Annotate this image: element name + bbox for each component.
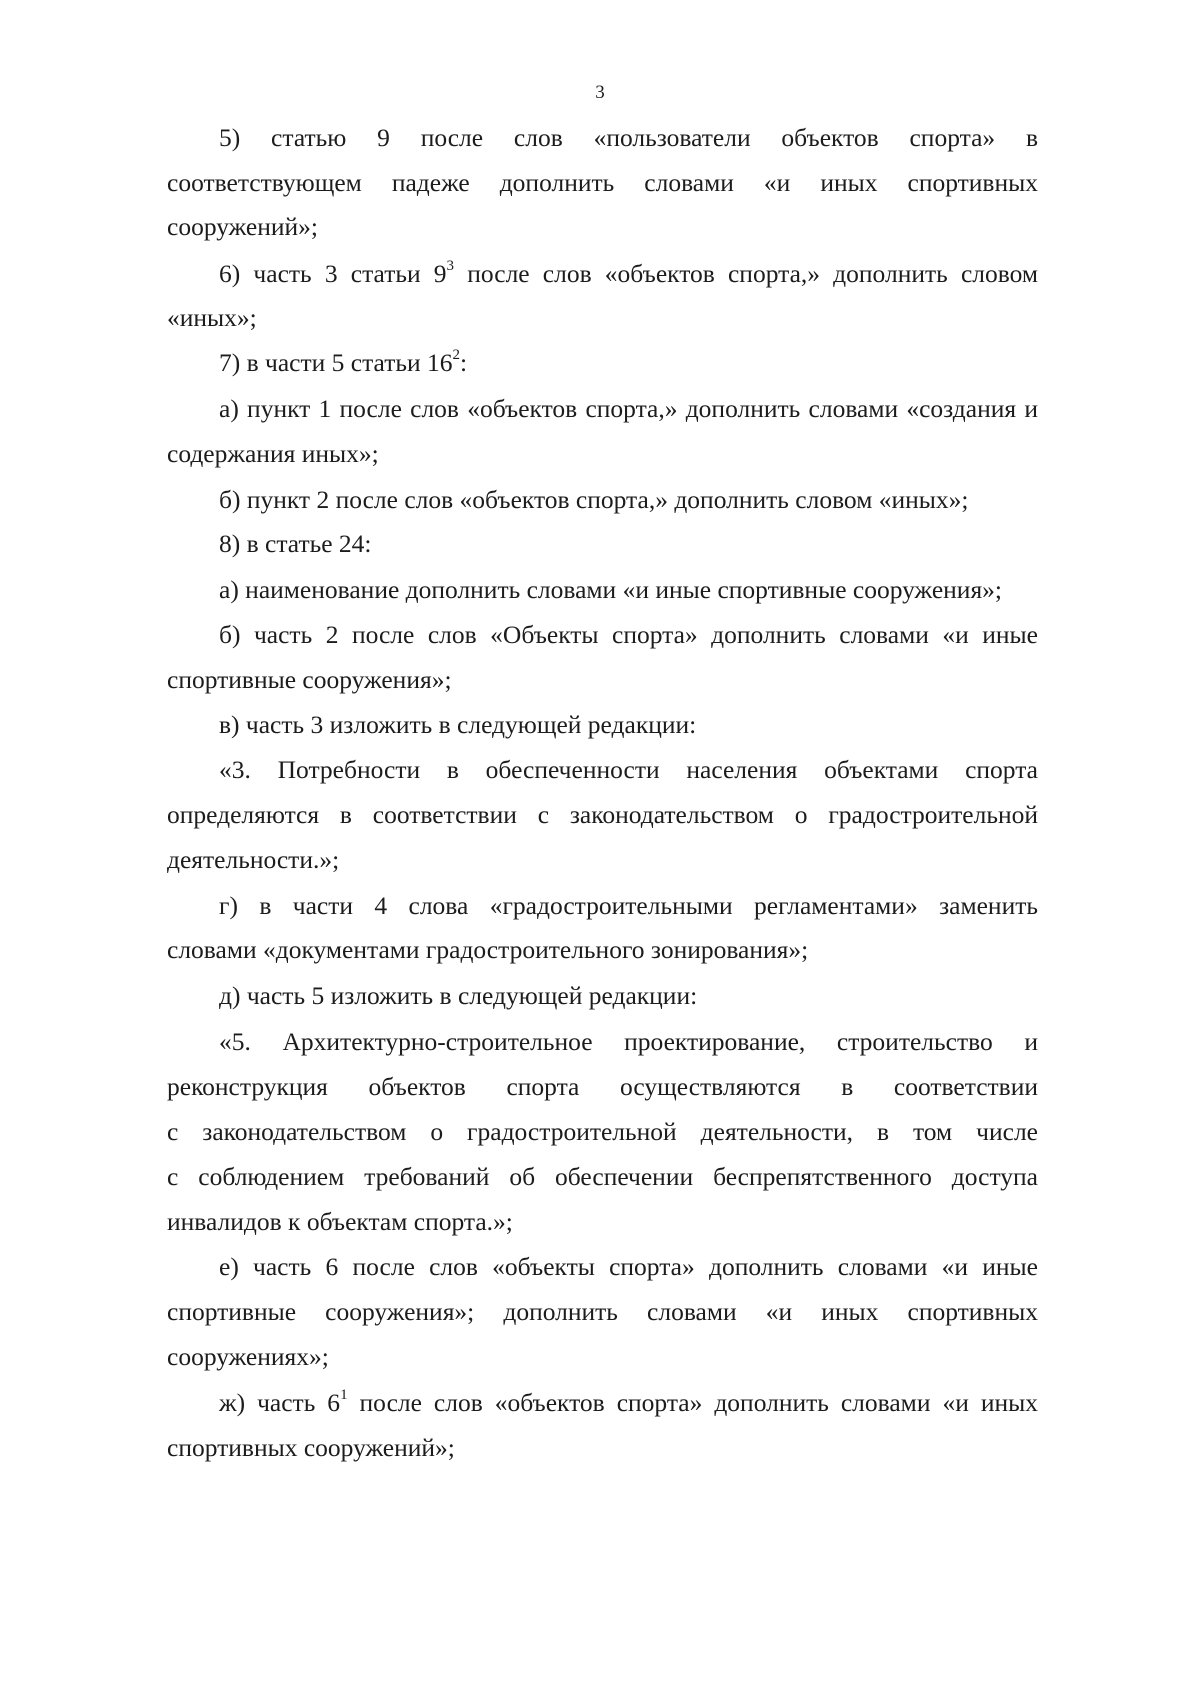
line-subitem-v: в) часть 3 изложить в следующей редакции: bbox=[219, 710, 697, 739]
text-line: деятельности.»; bbox=[167, 845, 340, 874]
quoted-part-3: «3. Потребности в обеспеченности населения объектами спорта bbox=[219, 755, 1038, 784]
text-fragment: : bbox=[460, 348, 468, 377]
text-fragment: 6) часть 3 статьи 9 bbox=[219, 259, 447, 288]
line-item-8: 8) в статье 24: bbox=[219, 529, 372, 558]
text-fragment: после слов «объектов спорта,» дополнить словом bbox=[454, 259, 1038, 288]
text-line: с соблюдением требований об обеспечении беспрепятственного доступа bbox=[167, 1162, 1038, 1191]
text-line: содержания иных»; bbox=[167, 439, 379, 468]
text-line: спортивные сооружения»; bbox=[167, 665, 452, 694]
text-line: словами «документами градостроительного зонирования»; bbox=[167, 935, 809, 964]
text-line: сооружений»; bbox=[167, 212, 319, 241]
text-line: реконструкция объектов спорта осуществляются в соответствии bbox=[167, 1072, 1038, 1101]
line-item-7 bbox=[219, 347, 467, 379]
quoted-part-5: «5. Архитектурно-строительное проектирование, строительство и bbox=[219, 1027, 1038, 1056]
line-subitem-d: д) часть 5 изложить в следующей редакции: bbox=[219, 981, 698, 1010]
line-subitem-e: е) часть 6 после слов «объекты спорта» дополнить словами «и иные bbox=[219, 1252, 1038, 1281]
line-subitem-a: а) пункт 1 после слов «объектов спорта,» дополнить словами «создания и bbox=[219, 394, 1038, 423]
text-fragment: после слов «объектов спорта» дополнить словами «и иных bbox=[347, 1388, 1038, 1417]
text-line: определяются в соответствии с законодательством о градостроительной bbox=[167, 800, 1038, 829]
line-item-5: 5) статью 9 после слов «пользователи объектов спорта» в bbox=[219, 123, 1038, 152]
line-subitem-g: г) в части 4 слова «градостроительными регламентами» заменить bbox=[219, 891, 1038, 920]
page-number: 3 bbox=[595, 82, 605, 103]
superscript: 3 bbox=[446, 257, 455, 274]
text-fragment: 7) в части 5 статьи 16 bbox=[219, 348, 453, 377]
text-line: с законодательством о градостроительной деятельности, в том числе bbox=[167, 1117, 1038, 1146]
superscript: 1 bbox=[340, 1386, 348, 1403]
line-subitem-zh bbox=[219, 1387, 1038, 1419]
text-line: «иных»; bbox=[167, 303, 257, 332]
line-item-6 bbox=[219, 258, 1038, 290]
line-subitem-b: б) пункт 2 после слов «объектов спорта,» дополнить словом «иных»; bbox=[219, 485, 969, 514]
text-line: сооружениях»; bbox=[167, 1342, 329, 1371]
line-subitem-a: а) наименование дополнить словами «и иные спортивные сооружения»; bbox=[219, 575, 1003, 604]
text-line: инвалидов к объектам спорта.»; bbox=[167, 1207, 513, 1236]
line-subitem-b: б) часть 2 после слов «Объекты спорта» дополнить словами «и иные bbox=[219, 620, 1038, 649]
superscript: 2 bbox=[452, 346, 461, 363]
text-line: соответствующем падеже дополнить словами «и иных спортивных bbox=[167, 168, 1038, 197]
text-fragment: ж) часть 6 bbox=[219, 1388, 341, 1417]
text-line: спортивные сооружения»; дополнить словами «и иных спортивных bbox=[167, 1297, 1038, 1326]
text-line: спортивных сооружений»; bbox=[167, 1433, 455, 1462]
